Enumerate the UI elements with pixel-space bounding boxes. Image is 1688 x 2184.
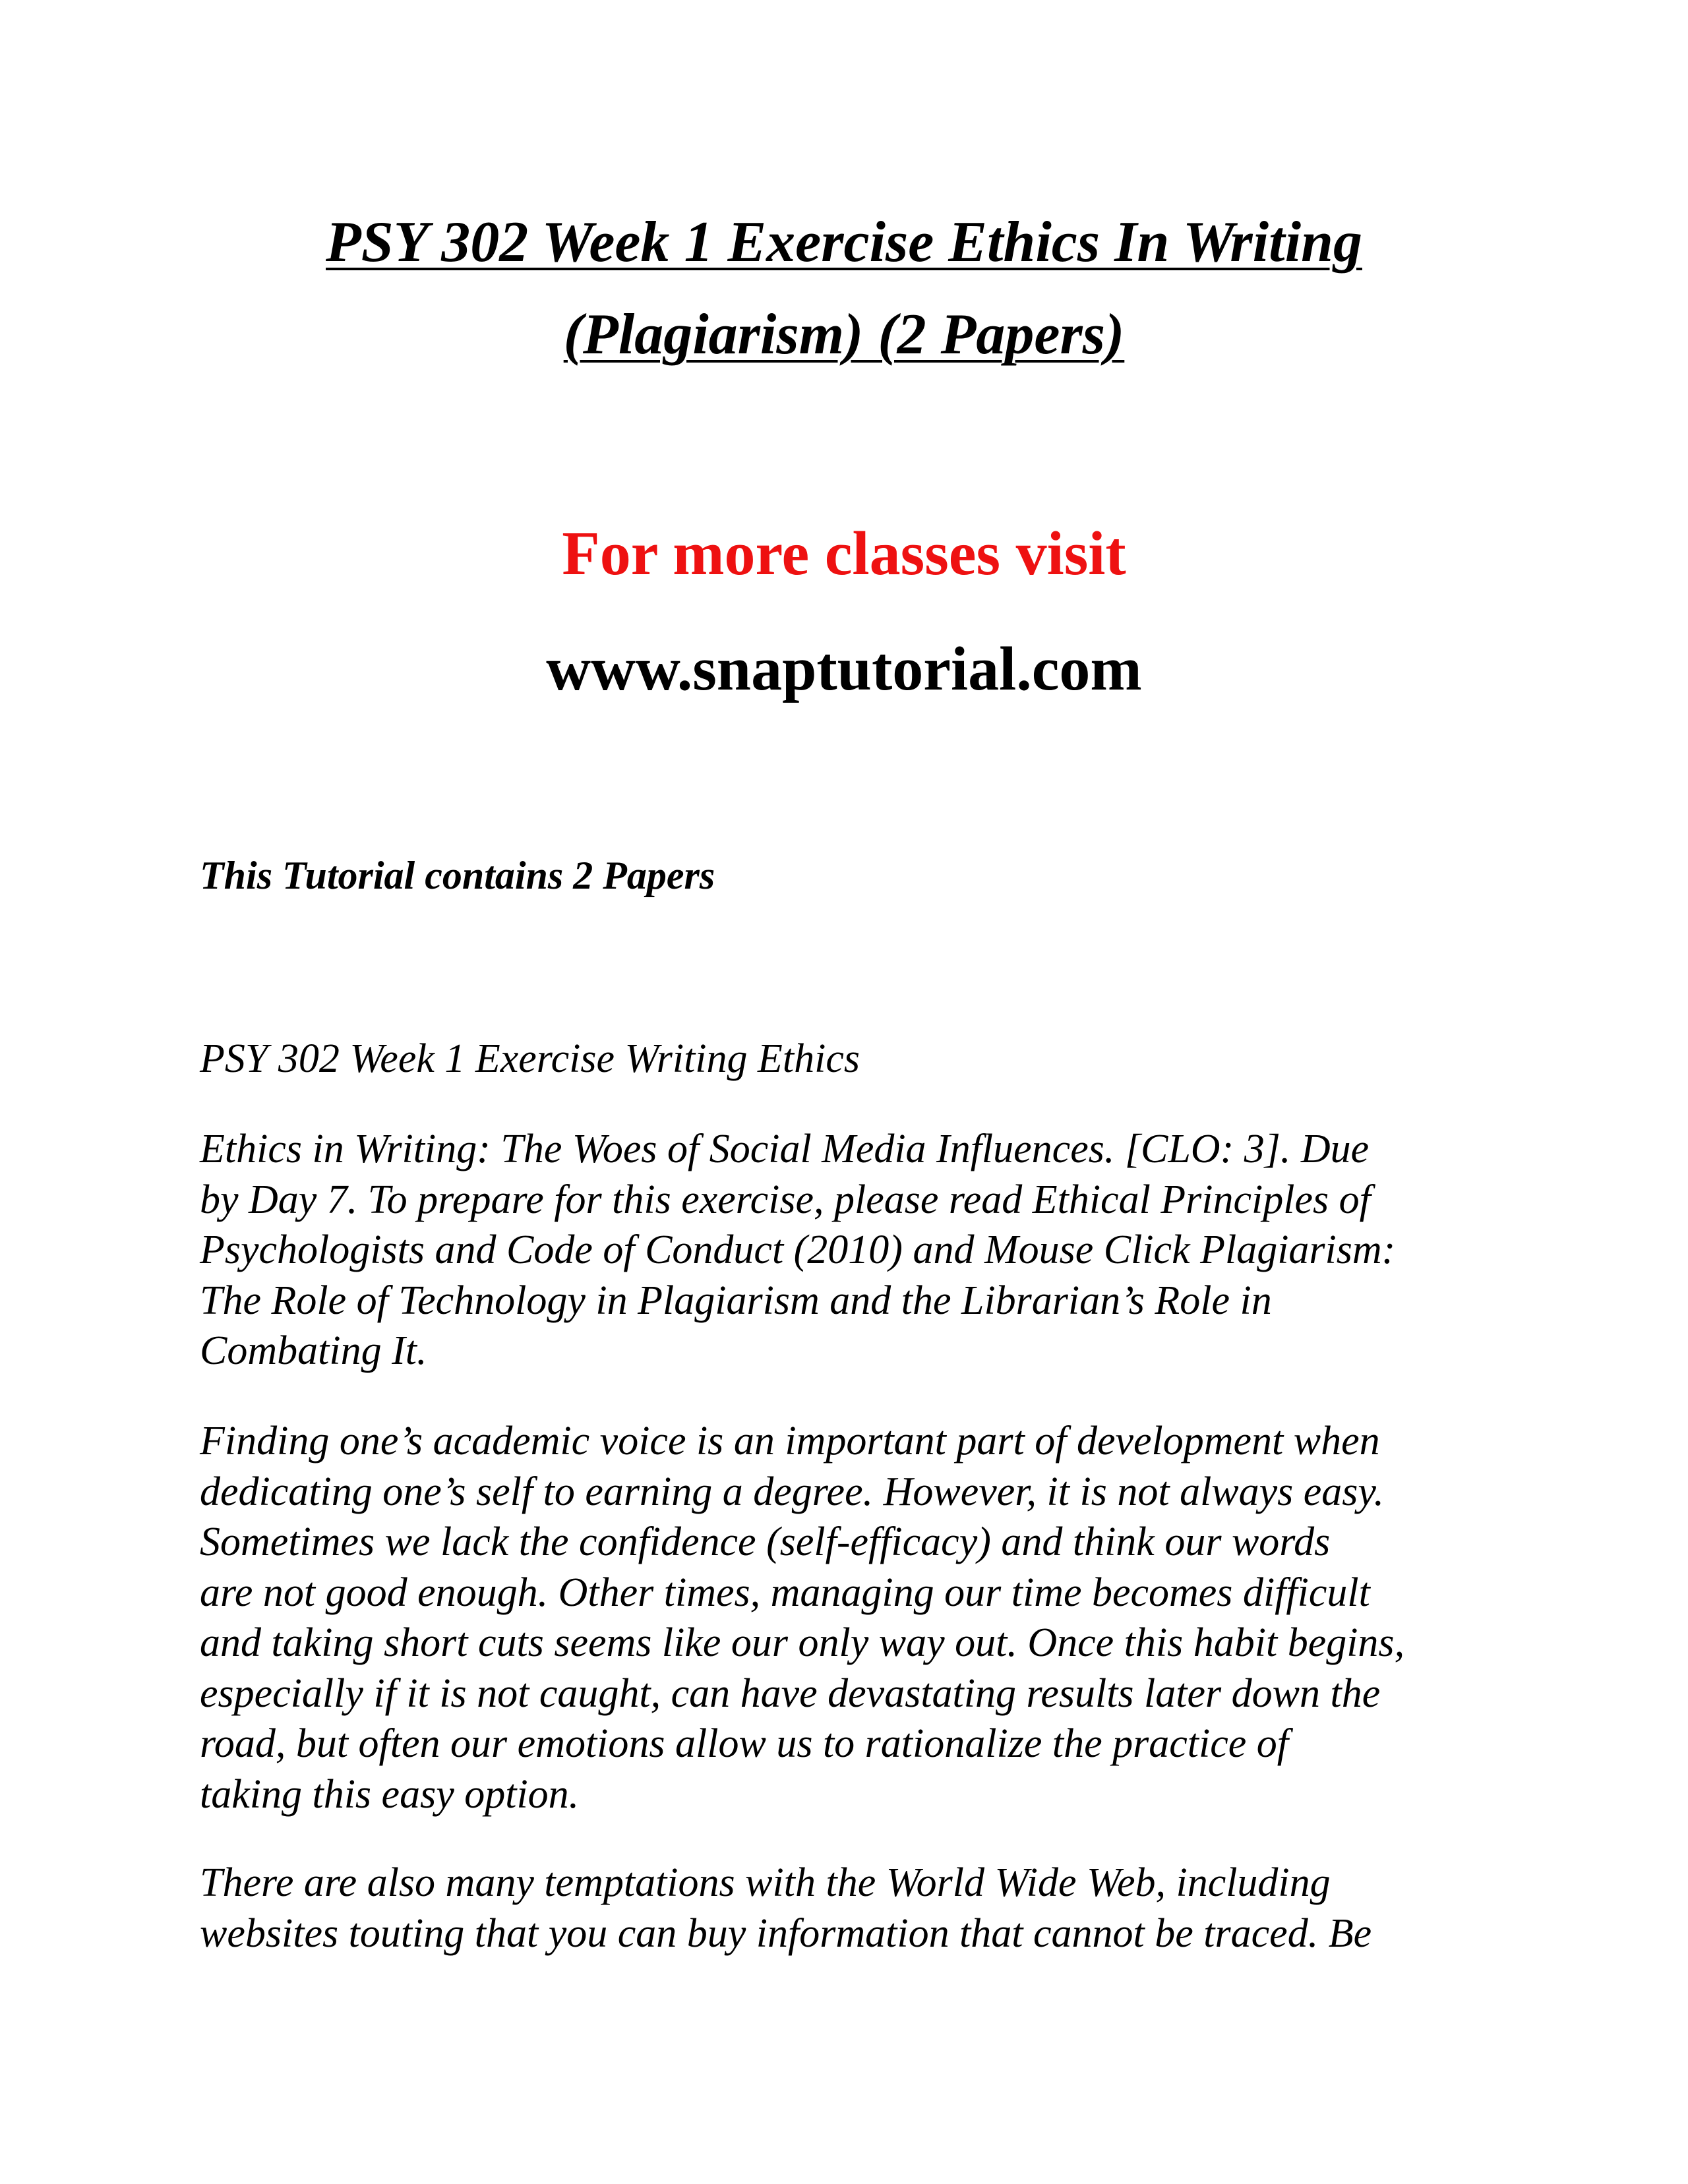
title-line: PSY 302 Week 1 Exercise Ethics In Writing	[326, 210, 1362, 274]
paragraph-line: especially if it is not caught, can have devastating results later down the	[200, 1670, 1381, 1716]
paragraph-line: and taking short cuts seems like our only way out. Once this habit begins,	[200, 1620, 1405, 1665]
paragraph-line: taking this easy option.	[200, 1771, 580, 1817]
paragraph-2	[200, 1416, 1532, 1819]
paragraph-line: Sometimes we lack the confidence (self-efficacy) and think our words	[200, 1520, 1331, 1564]
tutorial-contents-note: This Tutorial contains 2 Papers	[200, 854, 715, 897]
paragraph-3	[200, 1858, 1532, 1959]
paragraph-line: by Day 7. To prepare for this exercise, please read Ethical Principles of	[200, 1177, 1371, 1222]
website-link[interactable]: www.snaptutorial.com	[546, 635, 1142, 703]
paragraph-1	[200, 1124, 1532, 1376]
paragraph-line: Psychologists and Code of Conduct (2010) and Mouse Click Plagiarism:	[200, 1227, 1396, 1272]
document-title	[198, 196, 1490, 381]
paragraph-line: road, but often our emotions allow us to rationalize the practice of	[200, 1721, 1288, 1766]
paragraph-line: The Role of Technology in Plagiarism and the Librarian’s Role in	[200, 1278, 1272, 1323]
paragraph-line: Combating It.	[200, 1328, 427, 1373]
paper-subtitle: PSY 302 Week 1 Exercise Writing Ethics	[200, 1036, 860, 1081]
title-line: (Plagiarism) (2 Papers)	[563, 303, 1125, 367]
paragraph-line: are not good enough. Other times, managing our time becomes difficult	[200, 1570, 1370, 1615]
paragraph-line: dedicating one’s self to earning a degree. However, it is not always easy.	[200, 1469, 1385, 1514]
paragraph-line: Finding one’s academic voice is an important part of development when	[200, 1419, 1380, 1463]
visit-promo-text: For more classes visit	[562, 519, 1126, 588]
paragraph-line: There are also many temptations with the World Wide Web, including	[200, 1860, 1331, 1905]
paragraph-line: websites touting that you can buy information that cannot be traced. Be	[200, 1910, 1372, 1956]
paragraph-line: Ethics in Writing: The Woes of Social Media Influences. [CLO: 3]. Due	[200, 1127, 1370, 1171]
